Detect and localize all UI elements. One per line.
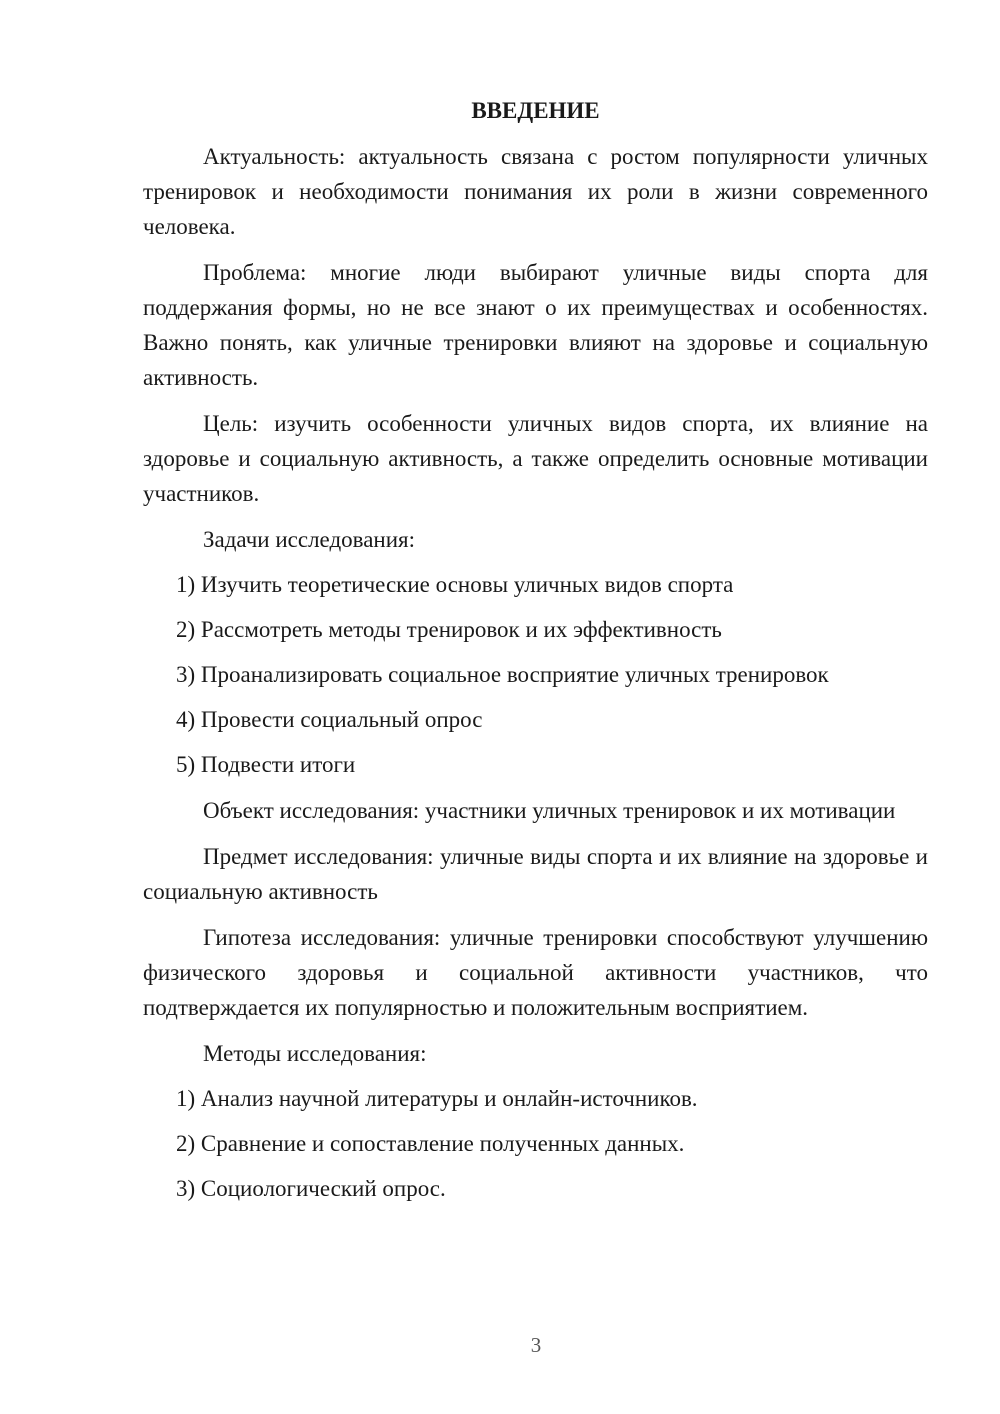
list-item: 3) Проанализировать социальное восприятие уличных тренировок bbox=[176, 662, 829, 687]
methods-list bbox=[143, 1081, 928, 1206]
goal-paragraph: Цель: изучить особенности уличных видов спорта, их влияние на здоровье и социальную активность, а также определить основные мотивации участников. bbox=[143, 411, 928, 506]
list-item: 3) Социологический опрос. bbox=[176, 1176, 446, 1201]
tasks-list bbox=[143, 567, 928, 782]
list-item: 2) Рассмотреть методы тренировок и их эффективность bbox=[176, 617, 722, 642]
list-item: 1) Анализ научной литературы и онлайн-источников. bbox=[176, 1086, 698, 1111]
object-paragraph: Объект исследования: участники уличных тренировок и их мотивации bbox=[203, 798, 896, 823]
list-item: 4) Провести социальный опрос bbox=[176, 707, 483, 732]
problem-paragraph: Проблема: многие люди выбирают уличные виды спорта для поддержания формы, но не все знают о их преимуществах и особенностях. Важно понять, как уличные тренировки влияют на здоровье и социальную активность. bbox=[143, 260, 928, 390]
hypothesis-paragraph: Гипотеза исследования: уличные тренировки способствуют улучшению физического здоровья и социальной активности участников, что подтверждается их популярностью и положительным восприятием. bbox=[143, 925, 928, 1020]
list-item: 2) Сравнение и сопоставление полученных данных. bbox=[176, 1131, 685, 1156]
list-item: 5) Подвести итоги bbox=[176, 752, 356, 777]
page-content bbox=[143, 96, 928, 1217]
list-item: 1) Изучить теоретические основы уличных видов спорта bbox=[176, 572, 734, 597]
subject-paragraph: Предмет исследования: уличные виды спорта и их влияние на здоровье и социальную активность bbox=[143, 844, 928, 904]
tasks-heading: Задачи исследования: bbox=[203, 527, 416, 552]
relevance-paragraph: Актуальность: актуальность связана с ростом популярности уличных тренировок и необходимости понимания их роли в жизни современного человека. bbox=[143, 144, 928, 239]
page-number: 3 bbox=[530, 1333, 542, 1357]
methods-heading: Методы исследования: bbox=[203, 1041, 427, 1066]
section-title: ВВЕДЕНИЕ bbox=[471, 98, 600, 123]
